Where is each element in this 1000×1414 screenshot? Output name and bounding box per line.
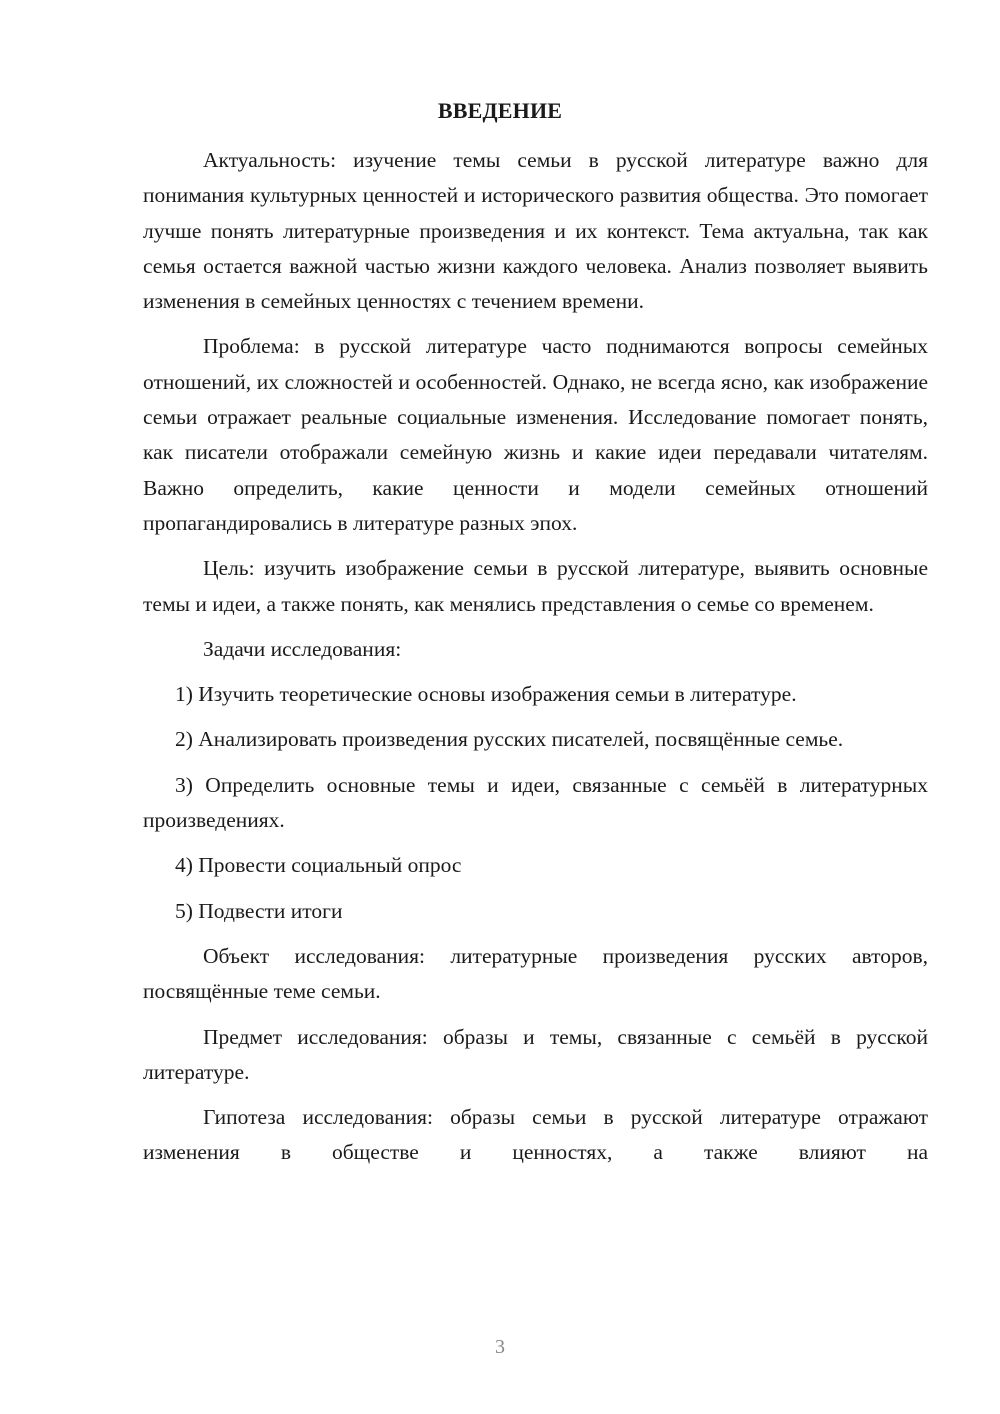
task-item: 5) Подвести итоги xyxy=(175,898,343,923)
paragraph-subject: Предмет исследования: образы и темы, связанные с семьёй в русской литературе. xyxy=(143,1024,928,1084)
paragraph-relevance: Актуальность: изучение темы семьи в русской литературе важно для понимания культурных ценностей и исторического развития общества. Это помогает лучше понять литературные произведения и их контекст. Тема актуальна, так как семья остается важной частью жизни каждого человека. Анализ позволяет выявить изменения в семейных ценностях с течением времени. xyxy=(143,148,928,314)
task-item: 4) Провести социальный опрос xyxy=(175,853,462,878)
paragraph-hypothesis: Гипотеза исследования: образы семьи в русской литературе отражают изменения в обществе и ценностях, а также влияют на xyxy=(143,1105,928,1165)
tasks-heading: Задачи исследования: xyxy=(203,636,402,661)
document-body xyxy=(143,143,928,1171)
task-item: 2) Анализировать произведения русских писателей, посвящённые семье. xyxy=(175,727,844,752)
paragraph-goal: Цель: изучить изображение семьи в русской литературе, выявить основные темы и идеи, а также понять, как менялись представления о семье со временем. xyxy=(143,556,928,616)
task-item: 3) Определить основные темы и идеи, связанные с семьёй в литературных произведениях. xyxy=(143,772,928,833)
page-number: 3 xyxy=(495,1336,505,1358)
paragraph-problem: Проблема: в русской литературе часто поднимаются вопросы семейных отношений, их сложностей и особенностей. Однако, не всегда ясно, как изображение семьи отражает реальные социальные изменения. Исследование помогает понять, как писатели отображали семейную жизнь и какие идеи передавали читателям. Важно определить, какие ценности и модели семейных отношений пропагандировались в литературе разных эпох. xyxy=(143,334,928,535)
section-heading: ВВЕДЕНИЕ xyxy=(437,98,563,123)
task-item: 1) Изучить теоретические основы изображения семьи в литературе. xyxy=(175,682,797,707)
paragraph-object: Объект исследования: литературные произведения русских авторов, посвящённые теме семьи. xyxy=(143,943,928,1004)
